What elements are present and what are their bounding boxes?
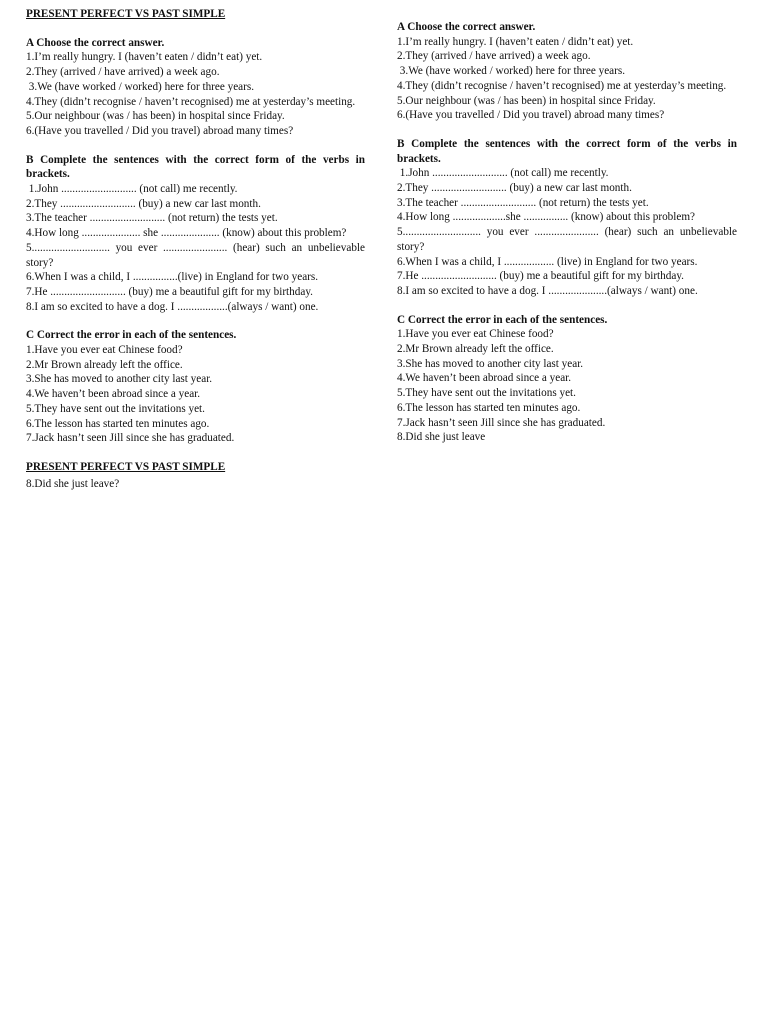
section-b-item: 1.John ........................... (not call) me recently. xyxy=(397,167,609,180)
section-b-item: 7.He ........................... (buy) me a beautiful gift for my birthday. xyxy=(397,270,684,283)
section-b-item: 1.John ........................... (not call) me recently. xyxy=(26,183,238,196)
section-c-item: 5.They have sent out the invitations yet. xyxy=(397,387,576,400)
section-c xyxy=(397,313,737,445)
section-b-item: 2.They ........................... (buy) a new car last month. xyxy=(397,182,632,195)
section-a xyxy=(26,36,365,139)
section-a-item: 4.They (didn’t recognise / haven’t recognised) me at yesterday’s meeting. xyxy=(397,79,727,92)
section-a-item: 3.We (have worked / worked) here for three years. xyxy=(397,65,626,78)
section-c-item: 4.We haven’t been abroad since a year. xyxy=(397,372,572,385)
section-c-item: 6.The lesson has started ten minutes ago. xyxy=(26,417,210,430)
section-b-item: 8.I am so excited to have a dog. I .....................(always / want) one. xyxy=(397,284,698,297)
section-a xyxy=(397,20,737,123)
section-a-item: 6.(Have you travelled / Did you travel) abroad many times? xyxy=(397,109,665,122)
section-a-item: 2.They (arrived / have arrived) a week ago. xyxy=(26,66,220,79)
section-a-item: 1.I’m really hungry. I (haven’t eaten / didn’t eat) yet. xyxy=(26,51,263,64)
section-c-item: 2.Mr Brown already left the office. xyxy=(26,358,183,371)
section-b-item: 5............................ you ever ....................... (hear) such an unbelievable story? xyxy=(26,241,365,269)
section-c-item: 3.She has moved to another city last year. xyxy=(26,373,213,386)
section-c-item: 3.She has moved to another city last year. xyxy=(397,357,584,370)
section-b-item: 4.How long ...................she ................ (know) about this problem? xyxy=(397,211,695,224)
section-a-item: 2.They (arrived / have arrived) a week ago. xyxy=(397,50,591,63)
section-a-item: 4.They (didn’t recognise / haven’t recognised) me at yesterday’s meeting. xyxy=(26,95,356,108)
section-c-heading: C Correct the error in each of the sentences. xyxy=(26,329,237,342)
section-c-heading: C Correct the error in each of the sentences. xyxy=(397,313,608,326)
section-c-item: 4.We haven’t been abroad since a year. xyxy=(26,388,201,401)
section-b-item: 7.He ........................... (buy) me a beautiful gift for my birthday. xyxy=(26,285,313,298)
worksheet-left-column xyxy=(26,0,365,491)
section-c-item: 7.Jack hasn’t seen Jill since she has graduated. xyxy=(26,432,235,445)
worksheet-title-repeat: PRESENT PERFECT VS PAST SIMPLE xyxy=(26,460,226,473)
section-b xyxy=(26,153,365,315)
section-c-item: 1.Have you ever eat Chinese food? xyxy=(26,344,183,357)
section-b-heading: B Complete the sentences with the correct form of the verbs in brackets. xyxy=(397,137,737,165)
section-c-item: 8.Did she just leave xyxy=(397,431,486,444)
section-b-item: 6.When I was a child, I .................. (live) in England for two years. xyxy=(397,255,698,268)
section-b xyxy=(397,137,737,299)
section-c-item: 5.They have sent out the invitations yet. xyxy=(26,402,205,415)
section-a-item: 5.Our neighbour (was / has been) in hospital since Friday. xyxy=(397,94,656,107)
section-b-item: 6.When I was a child, I ................(live) in England for two years. xyxy=(26,271,319,284)
section-b-item: 2.They ........................... (buy) a new car last month. xyxy=(26,197,261,210)
section-b-item: 3.The teacher ........................... (not return) the tests yet. xyxy=(397,196,649,209)
section-a-item: 6.(Have you travelled / Did you travel) abroad many times? xyxy=(26,124,294,137)
section-a-heading: A Choose the correct answer. xyxy=(397,21,536,33)
section-a-item: 3.We (have worked / worked) here for three years. xyxy=(26,80,255,93)
trailing-item: 8.Did she just leave? xyxy=(26,477,120,490)
section-b-item: 3.The teacher ........................... (not return) the tests yet. xyxy=(26,212,278,225)
section-b-heading: B Complete the sentences with the correct form of the verbs in brackets. xyxy=(26,153,365,181)
section-c-item: 1.Have you ever eat Chinese food? xyxy=(397,328,554,341)
section-c-item: 7.Jack hasn’t seen Jill since she has graduated. xyxy=(397,416,606,429)
section-a-item: 1.I’m really hungry. I (haven’t eaten / didn’t eat) yet. xyxy=(397,35,634,48)
section-b-item: 8.I am so excited to have a dog. I ..................(always / want) one. xyxy=(26,300,319,313)
section-b-item: 5............................ you ever ....................... (hear) such an unbelievable story? xyxy=(397,226,737,253)
section-c-item: 2.Mr Brown already left the office. xyxy=(397,343,554,356)
worksheet-right-column xyxy=(397,0,737,459)
section-a-heading: A Choose the correct answer. xyxy=(26,36,165,49)
section-b-item: 4.How long ..................... she ..................... (know) about this problem? xyxy=(26,227,347,240)
worksheet-title: PRESENT PERFECT VS PAST SIMPLE xyxy=(26,8,226,20)
section-c xyxy=(26,328,365,446)
section-a-item: 5.Our neighbour (was / has been) in hospital since Friday. xyxy=(26,110,285,123)
section-c-item: 6.The lesson has started ten minutes ago. xyxy=(397,401,581,414)
